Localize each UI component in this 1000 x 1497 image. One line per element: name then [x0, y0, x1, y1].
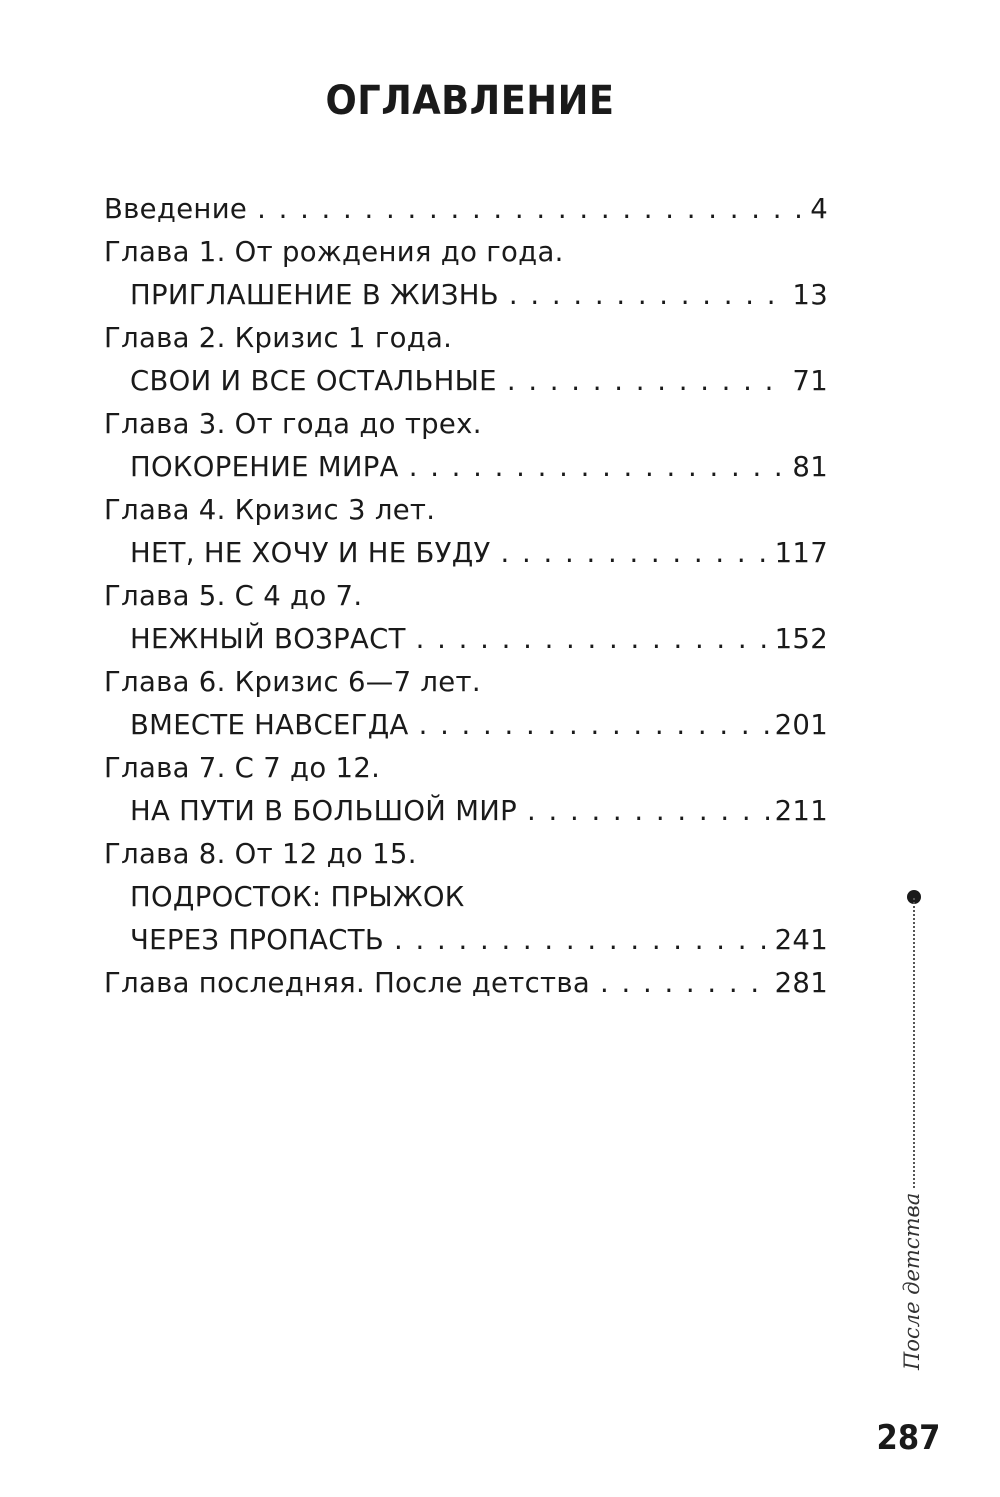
- toc-entry-text: Введение: [104, 193, 248, 225]
- dot-leader: [409, 446, 787, 489]
- toc-final-chapter: [104, 962, 828, 1005]
- toc-chapter-1-heading: [104, 231, 828, 274]
- toc-entry-text: ПОДРОСТОК: ПРЫЖОК: [130, 881, 465, 913]
- dot-leader: [507, 360, 787, 403]
- toc-chapter-5-heading: [104, 575, 828, 618]
- dot-leader: [394, 919, 769, 962]
- toc-chapter-3-title: [104, 446, 828, 489]
- toc-chapter-6-heading: [104, 661, 828, 704]
- running-head: После детства: [900, 1192, 924, 1370]
- toc-entry-page: 81: [792, 451, 828, 483]
- toc-entry-page: 71: [792, 365, 828, 397]
- toc-entry-page: 241: [774, 924, 828, 956]
- toc-entry-text: НЕТ, НЕ ХОЧУ И НЕ БУДУ: [130, 537, 491, 569]
- toc-chapter-8-heading: [104, 833, 828, 876]
- page-number: 287: [876, 1418, 941, 1458]
- dot-leader: [416, 618, 769, 661]
- toc-entry-page: 201: [774, 709, 828, 741]
- toc-entry-page: 4: [810, 193, 828, 225]
- toc-chapter-5-title: [104, 618, 828, 661]
- toc-entry-page: 211: [774, 795, 828, 827]
- toc-chapter-7-title: [104, 790, 828, 833]
- dot-leader: [257, 188, 804, 231]
- page-title: ОГЛАВЛЕНИЕ: [325, 78, 615, 124]
- toc-entry-page: 281: [774, 967, 828, 999]
- toc-entry-page: 117: [774, 537, 828, 569]
- dot-leader: [501, 532, 769, 575]
- side-dotted-rule: [913, 898, 917, 1188]
- toc-entry-text: НА ПУТИ В БОЛЬШОЙ МИР: [130, 795, 517, 827]
- toc-entry-text: Глава 3. От года до трех.: [104, 408, 482, 440]
- toc-entry-text: ПРИГЛАШЕНИЕ В ЖИЗНЬ: [130, 279, 499, 311]
- dot-leader: [527, 790, 769, 833]
- toc-entry-page: 13: [792, 279, 828, 311]
- toc-entry-text: ПОКОРЕНИЕ МИРА: [130, 451, 399, 483]
- toc-entry-page: 152: [774, 623, 828, 655]
- toc-chapter-2-title: [104, 360, 828, 403]
- toc-entry-text: Глава 6. Кризис 6—7 лет.: [104, 666, 481, 698]
- toc-entry-text: СВОИ И ВСЕ ОСТАЛЬНЫЕ: [130, 365, 497, 397]
- toc-entry-text: Глава 4. Кризис 3 лет.: [104, 494, 436, 526]
- toc-entry-text: НЕЖНЫЙ ВОЗРАСТ: [130, 623, 406, 655]
- dot-leader: [419, 704, 769, 747]
- toc-entry-introduction: [104, 188, 828, 231]
- table-of-contents: [104, 188, 828, 1005]
- toc-chapter-6-title: [104, 704, 828, 747]
- toc-entry-text: Глава 2. Кризис 1 года.: [104, 322, 453, 354]
- toc-chapter-1-title: [104, 274, 828, 317]
- dot-leader: [509, 274, 786, 317]
- toc-chapter-8-title-line-1: [104, 876, 828, 919]
- toc-chapter-8-title-line-2: [104, 919, 828, 962]
- toc-chapter-3-heading: [104, 403, 828, 446]
- toc-chapter-2-heading: [104, 317, 828, 360]
- toc-entry-text: Глава 5. С 4 до 7.: [104, 580, 363, 612]
- toc-entry-text: Глава 7. С 7 до 12.: [104, 752, 381, 784]
- toc-entry-text: Глава 1. От рождения до года.: [104, 236, 564, 268]
- toc-chapter-4-title: [104, 532, 828, 575]
- dot-leader: [600, 962, 769, 1005]
- toc-chapter-4-heading: [104, 489, 828, 532]
- toc-entry-text: Глава последняя. После детства: [104, 967, 590, 999]
- toc-entry-text: ЧЕРЕЗ ПРОПАСТЬ: [130, 924, 385, 956]
- toc-entry-text: Глава 8. От 12 до 15.: [104, 838, 417, 870]
- toc-chapter-7-heading: [104, 747, 828, 790]
- toc-entry-text: ВМЕСТЕ НАВСЕГДА: [130, 709, 409, 741]
